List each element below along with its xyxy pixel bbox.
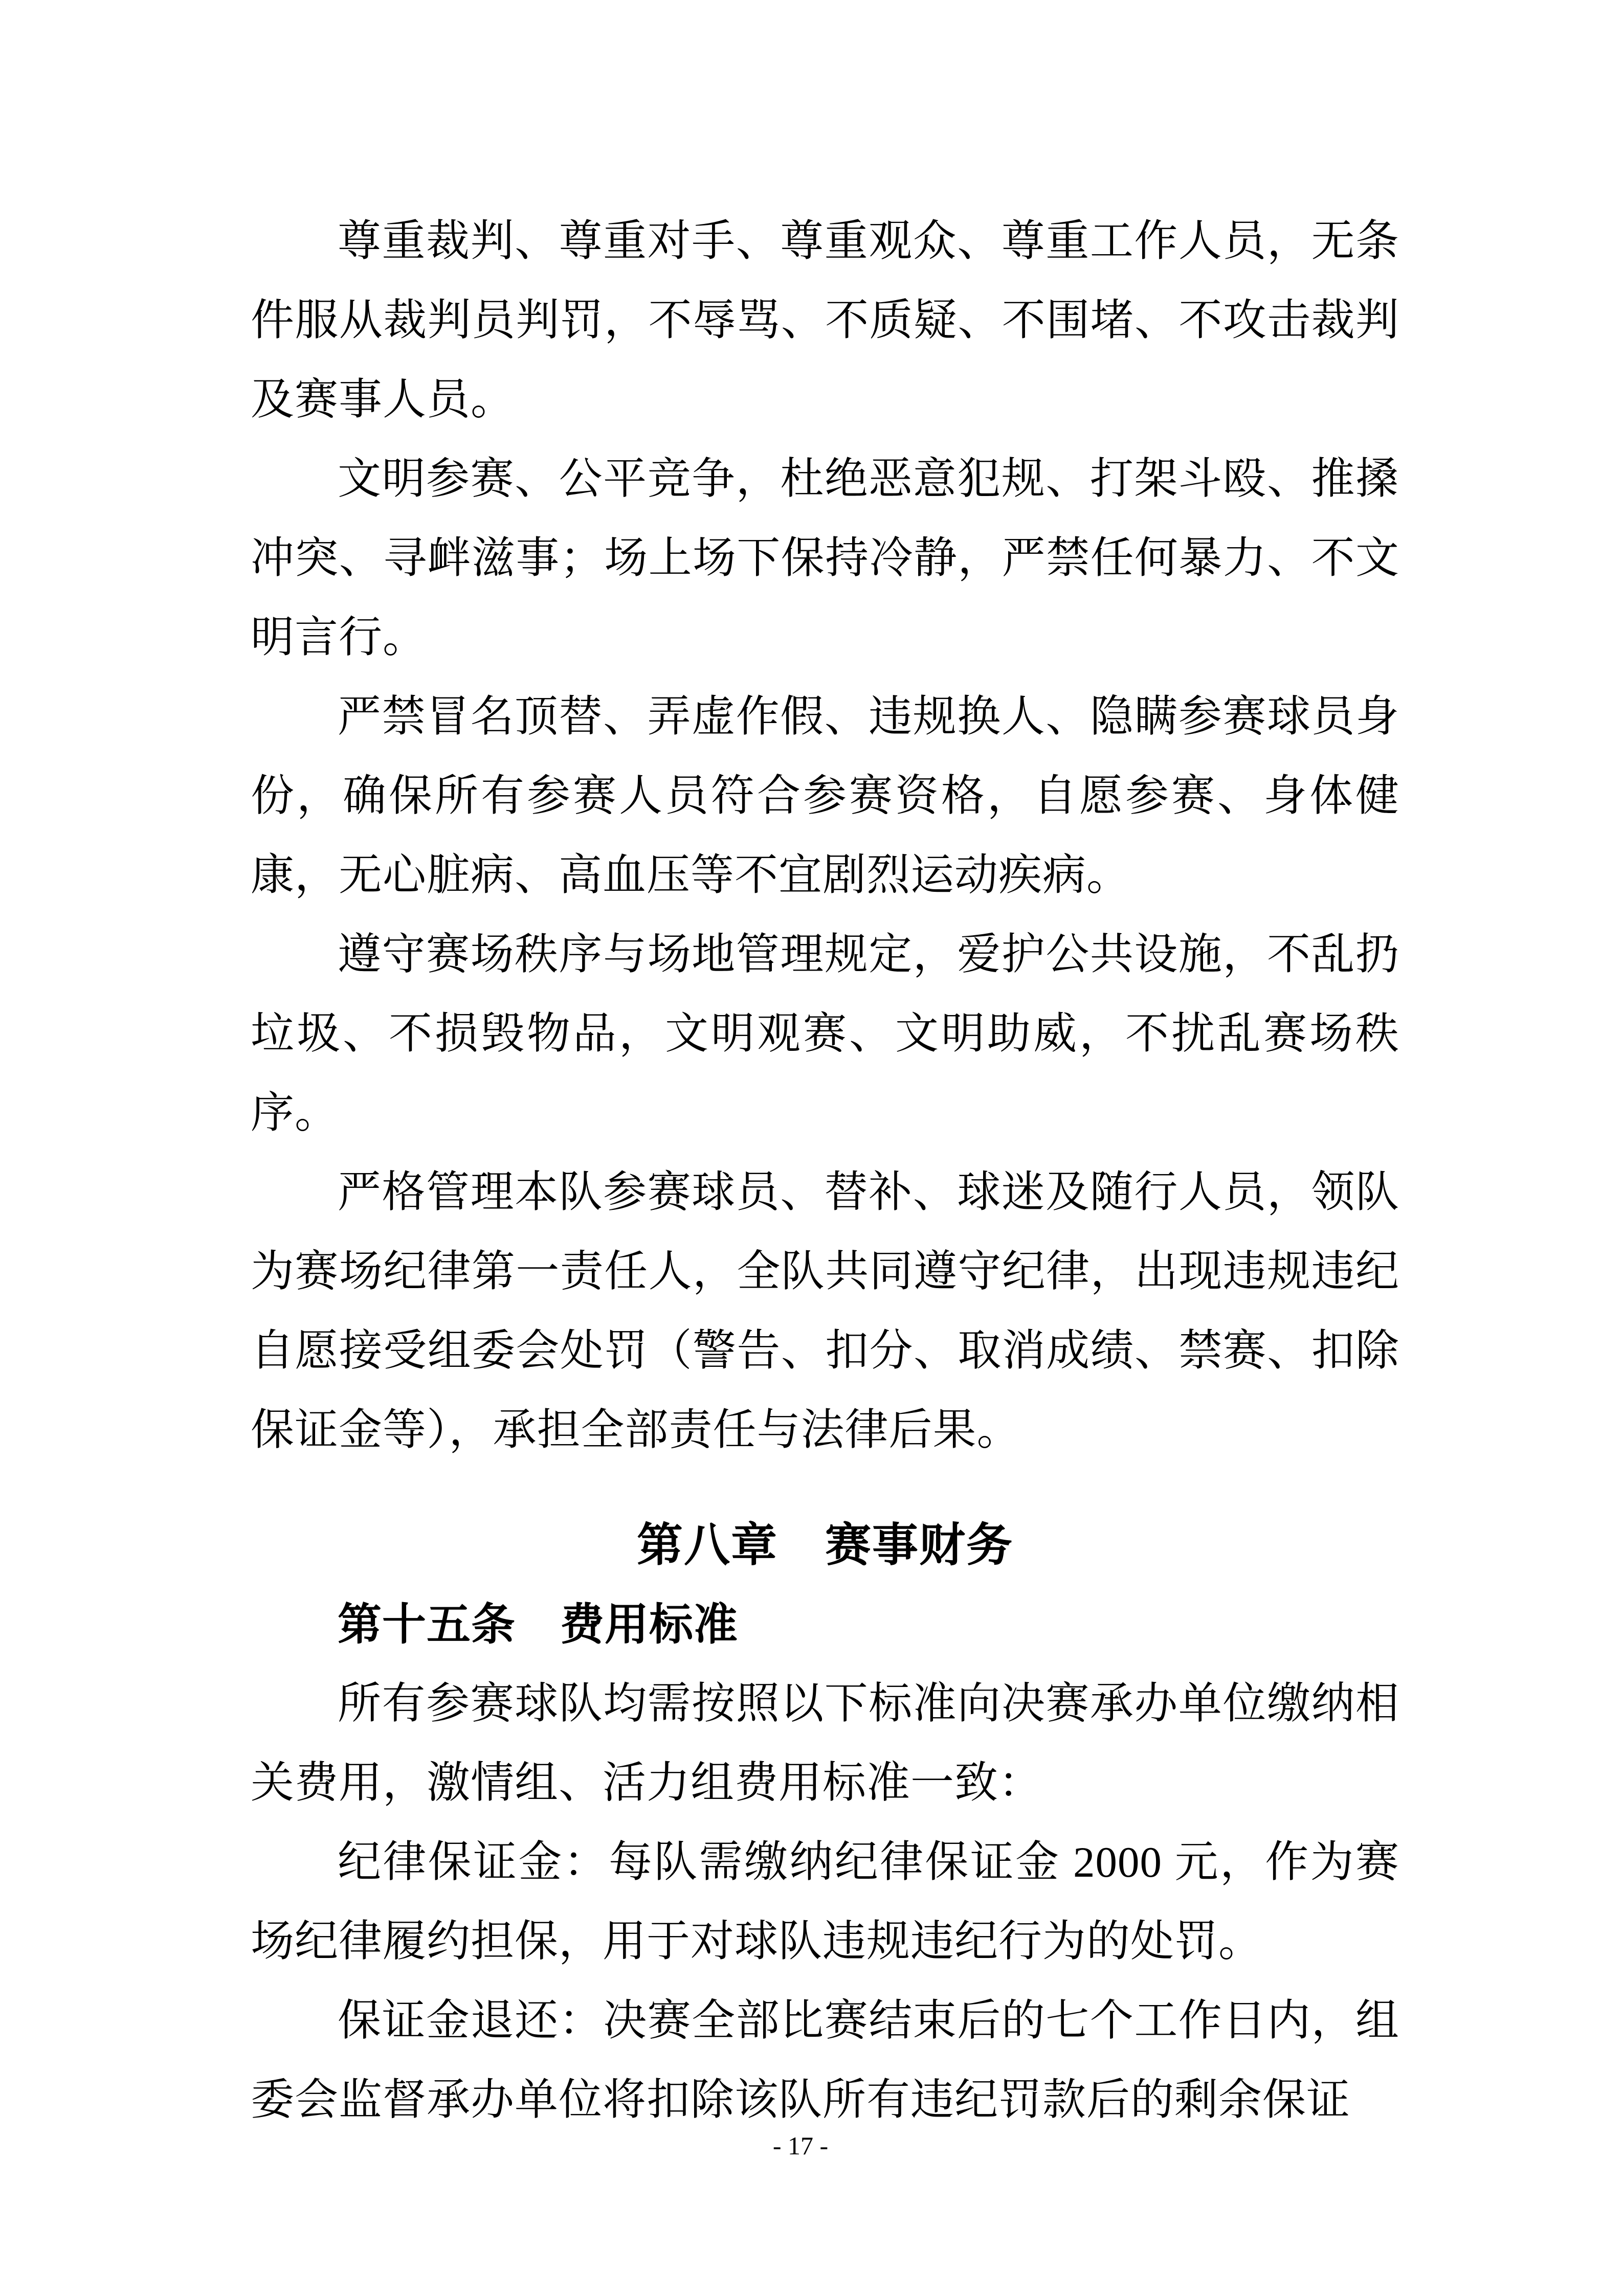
body-paragraph: 纪律保证金：每队需缴纳纪律保证金 2000 元，作为赛场纪律履约担保，用于对球队违规违纪行为的处罚。 <box>251 1838 1399 1966</box>
body-paragraph: 保证金退还：决赛全部比赛结束后的七个工作日内，组委会监督承办单位将扣除该队所有违纪罚款后的剩余保证 <box>251 1997 1399 2124</box>
body-paragraph: 遵守赛场秩序与场地管理规定，爱护公共设施，不乱扔垃圾、不损毁物品，文明观赛、文明助威，不扰乱赛场秩序。 <box>251 931 1399 1137</box>
body-paragraph: 文明参赛、公平竞争，杜绝恶意犯规、打架斗殴、推搡冲突、寻衅滋事；场上场下保持冷静，严禁任何暴力、不文明言行。 <box>251 455 1399 662</box>
body-paragraph: 严格管理本队参赛球员、替补、球迷及随行人员，领队为赛场纪律第一责任人，全队共同遵守纪律，出现违规违纪自愿接受组委会处罚（警告、扣分、取消成绩、禁赛、扣除保证金等），承担全部责任与法律后果。 <box>251 1168 1399 1454</box>
body-paragraph: 严禁冒名顶替、弄虚作假、违规换人、隐瞒参赛球员身份，确保所有参赛人员符合参赛资格，自愿参赛、身体健康，无心脏病、高血压等不宜剧烈运动疾病。 <box>251 693 1399 899</box>
body-paragraph: 尊重裁判、尊重对手、尊重观众、尊重工作人员，无条件服从裁判员判罚，不辱骂、不质疑、不围堵、不攻击裁判及赛事人员。 <box>251 217 1399 424</box>
article-heading: 第十五条 费用标准 <box>338 1600 738 1649</box>
page-number: - 17 - <box>772 2131 829 2160</box>
document-body <box>251 202 1399 2140</box>
chapter-heading: 第八章 赛事财务 <box>637 1520 1013 1571</box>
body-paragraph: 所有参赛球队均需按照以下标准向决赛承办单位缴纳相关费用，激情组、活力组费用标准一致： <box>251 1680 1399 1807</box>
